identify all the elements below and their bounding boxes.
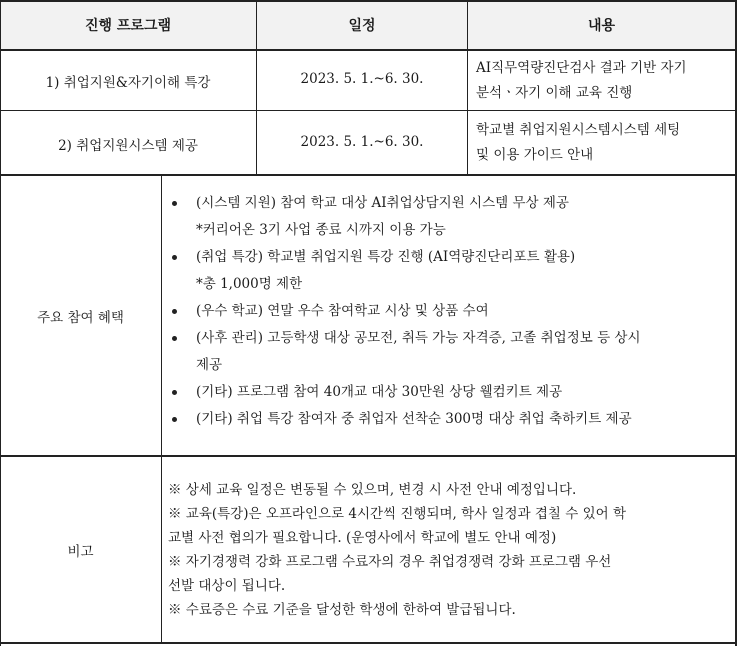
remark-line: 선발 대상이 됩니다. [168, 578, 286, 594]
program-content [476, 56, 731, 106]
list-item [168, 298, 733, 325]
list-item [168, 244, 733, 298]
header-content: 내용 [587, 18, 616, 34]
benefits-list [168, 190, 733, 433]
bullet-icon [172, 255, 177, 260]
list-item [168, 325, 733, 379]
row-divider [0, 49, 737, 51]
bullet-icon [172, 390, 177, 395]
remark-line: ※ 상세 교육 일정은 변동될 수 있으며, 변경 시 사전 안내 예정입니다. [168, 482, 577, 498]
program-name: 1) 취업지원&자기이해 특강 [45, 75, 211, 91]
content-line: 및 이용 가이드 안내 [476, 147, 594, 163]
remark-line: 교별 사전 협의가 필요합니다. (운영사에서 학교에 별도 안내 예정) [168, 530, 557, 546]
bullet-icon [172, 201, 177, 206]
program-schedule: 2023. 5. 1.~6. 30. [300, 134, 424, 150]
benefit-text: (기타) 프로그램 참여 40개교 대상 30만원 상당 웰컴키트 제공 [196, 384, 563, 400]
remarks-list [168, 478, 730, 622]
row-divider [0, 455, 737, 457]
list-item [168, 379, 733, 406]
row-divider [0, 110, 737, 111]
benefit-text: (우수 학교) 연말 우수 참여학교 시상 및 상품 수여 [196, 303, 489, 319]
header-program: 진행 프로그램 [84, 18, 172, 34]
remark-line: ※ 자기경쟁력 강화 프로그램 수료자의 경우 취업경쟁력 강화 프로그램 우선 [168, 554, 612, 570]
remarks-label: 비고 [67, 544, 94, 560]
program-content [476, 118, 731, 168]
list-item [168, 406, 733, 433]
benefit-sub: *총 1,000명 제한 [196, 276, 303, 292]
benefit-text: (기타) 취업 특강 참여자 중 취업자 선착순 300명 대상 취업 축하키트 제공 [196, 411, 632, 427]
benefit-text: (시스템 지원) 참여 학교 대상 AI취업상담지원 시스템 무상 제공 [196, 195, 569, 211]
border-top [0, 0, 737, 2]
benefit-sub: 제공 [196, 357, 223, 373]
content-line: 학교별 취업지원시스템시스템 세팅 [476, 122, 681, 138]
content-line: 분석ㆍ자기 이해 교육 진행 [476, 85, 633, 101]
benefit-text: (취업 특강) 학교별 취업지원 특강 진행 (AI역량진단리포트 활용) [196, 249, 576, 265]
content-line: AI직무역량진단검사 결과 기반 자기 [476, 60, 687, 76]
bullet-icon [172, 336, 177, 341]
list-item [168, 190, 733, 244]
bullet-icon [172, 417, 177, 422]
benefit-sub: *커리어온 3기 사업 종료 시까지 이용 가능 [196, 222, 446, 238]
program-name: 2) 취업지원시스템 제공 [58, 138, 198, 154]
col-divider [161, 175, 162, 644]
border-bottom [0, 642, 737, 644]
row-divider [0, 174, 737, 176]
benefit-text: (사후 관리) 고등학생 대상 공모전, 취득 가능 자격증, 고졸 취업정보 등 상시 [196, 330, 641, 346]
bullet-icon [172, 309, 177, 314]
remark-line: ※ 교육(특강)은 오프라인으로 4시간씩 진행되며, 학사 일정과 겹칠 수 있어 학 [168, 506, 627, 522]
program-schedule: 2023. 5. 1.~6. 30. [300, 71, 424, 87]
remark-line: ※ 수료증은 수료 기준을 달성한 학생에 한하여 발급됩니다. [168, 602, 516, 618]
benefits-label: 주요 참여 혜택 [37, 310, 124, 326]
header-schedule: 일정 [348, 18, 376, 34]
